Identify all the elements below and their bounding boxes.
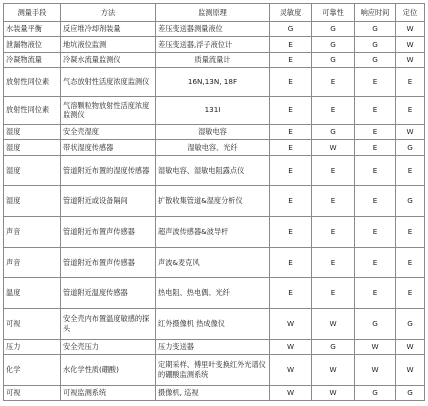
cell-principle: 湿敏电容 [156, 125, 270, 140]
cell-location: W [396, 22, 425, 37]
cell-reliability: G [312, 52, 355, 67]
cell-sensitivity: W [270, 339, 312, 354]
cell-principle: 131I [156, 96, 270, 125]
table-header [4, 4, 425, 22]
cell-response-time: E [355, 140, 396, 155]
cell-principle: 热电阻、热电偶、光纤 [156, 278, 270, 309]
cell-reliability: E [312, 155, 355, 186]
table-row [4, 385, 425, 400]
table-body [4, 22, 425, 401]
cell-reliability: G [312, 125, 355, 140]
cell-principle: 声波&麦克风 [156, 247, 270, 278]
cell-location: E [396, 67, 425, 96]
header-response-time: 响应时间 [355, 4, 396, 22]
table-row [4, 22, 425, 37]
cell-measurement: 放射性同位素 [4, 96, 61, 125]
cell-reliability: W [312, 140, 355, 155]
cell-location: E [396, 247, 425, 278]
table-row [4, 339, 425, 354]
cell-measurement: 温度 [4, 278, 61, 309]
cell-principle: 扩散收集管道&湿度分析仪 [156, 186, 270, 217]
cell-location: W [396, 37, 425, 52]
cell-location: G [396, 385, 425, 400]
cell-method: 带状湿度传感器 [61, 140, 156, 155]
cell-response-time: W [355, 339, 396, 354]
cell-response-time: G [355, 37, 396, 52]
cell-principle: 差压变送器,浮子液位计 [156, 37, 270, 52]
cell-location: G [396, 186, 425, 217]
cell-measurement: 湿度 [4, 140, 61, 155]
cell-principle: 湿敏电容、光纤 [156, 140, 270, 155]
cell-location: G [396, 140, 425, 155]
cell-sensitivity: E [270, 67, 312, 96]
cell-measurement: 水装量平衡 [4, 22, 61, 37]
cell-measurement: 泄漏物液位 [4, 37, 61, 52]
cell-response-time: G [355, 22, 396, 37]
cell-sensitivity: E [270, 278, 312, 309]
table-row [4, 247, 425, 278]
cell-principle: 红外摄像机 热成像仪 [156, 308, 270, 339]
cell-location: W [396, 52, 425, 67]
cell-method: 安全壳压力 [61, 339, 156, 354]
cell-method: 管道附近或设备隔间 [61, 186, 156, 217]
header-reliability: 可靠性 [312, 4, 355, 22]
cell-method: 水化学性质(硼酸) [61, 354, 156, 385]
cell-response-time: G [355, 52, 396, 67]
header-principle: 监测原理 [156, 4, 270, 22]
cell-response-time: E [355, 67, 396, 96]
cell-response-time: E [355, 278, 396, 309]
cell-location: W [396, 339, 425, 354]
cell-response-time: E [355, 155, 396, 186]
table-row [4, 67, 425, 96]
cell-principle: 压力变送器 [156, 339, 270, 354]
cell-measurement: 可视 [4, 385, 61, 400]
cell-sensitivity: E [270, 217, 312, 248]
cell-measurement: 声音 [4, 217, 61, 248]
cell-sensitivity: W [270, 308, 312, 339]
cell-measurement: 放射性同位素 [4, 67, 61, 96]
cell-reliability: W [312, 308, 355, 339]
cell-measurement: 声音 [4, 247, 61, 278]
header-location: 定位 [396, 4, 425, 22]
cell-method: 气溶颗粒物放射性活度浓度监测仪 [61, 96, 156, 125]
cell-method: 管道附近布置声传感器 [61, 247, 156, 278]
cell-location: W [396, 354, 425, 385]
cell-reliability: E [312, 186, 355, 217]
cell-reliability: W [312, 354, 355, 385]
cell-principle: 湿敏电容、湿敏电阻露点仪 [156, 155, 270, 186]
cell-location: W [396, 125, 425, 140]
cell-method: 管道附近布置的湿度传感器 [61, 155, 156, 186]
cell-location: G [396, 308, 425, 339]
cell-response-time: G [355, 385, 396, 400]
cell-reliability: E [312, 278, 355, 309]
header-sensitivity: 灵敏度 [270, 4, 312, 22]
cell-method: 管道附近布置声传感器 [61, 217, 156, 248]
cell-measurement: 化学 [4, 354, 61, 385]
cell-reliability: G [312, 37, 355, 52]
cell-reliability: E [312, 67, 355, 96]
cell-measurement: 压力 [4, 339, 61, 354]
cell-sensitivity: E [270, 186, 312, 217]
cell-measurement: 可视 [4, 308, 61, 339]
cell-location: E [396, 96, 425, 125]
cell-sensitivity: E [270, 37, 312, 52]
cell-location: E [396, 278, 425, 309]
cell-method: 管道附近温度传感器 [61, 278, 156, 309]
cell-principle: 超声波传感器&波导杆 [156, 217, 270, 248]
cell-reliability: G [312, 339, 355, 354]
cell-sensitivity: W [270, 385, 312, 400]
cell-response-time: W [355, 354, 396, 385]
cell-principle: 摄像机, 巡视 [156, 385, 270, 400]
cell-reliability: W [312, 385, 355, 400]
cell-location: E [396, 217, 425, 248]
cell-sensitivity: E [270, 140, 312, 155]
header-method: 方法 [61, 4, 156, 22]
cell-response-time: G [355, 308, 396, 339]
cell-reliability: E [312, 247, 355, 278]
cell-principle: 定期采样、傅里叶变换红外光谱仪的硼酸监测系统 [156, 354, 270, 385]
header-measurement: 测量手段 [4, 4, 61, 22]
cell-principle: 差压变送器测量液位 [156, 22, 270, 37]
table-row [4, 354, 425, 385]
cell-method: 地坑液位监测 [61, 37, 156, 52]
table-row [4, 140, 425, 155]
table-row [4, 37, 425, 52]
table-row [4, 52, 425, 67]
table-row [4, 217, 425, 248]
cell-sensitivity: E [270, 125, 312, 140]
leak-detection-methods-table [3, 3, 425, 401]
cell-reliability: E [312, 96, 355, 125]
cell-reliability: E [312, 217, 355, 248]
cell-method: 可视监测系统 [61, 385, 156, 400]
cell-measurement: 湿度 [4, 186, 61, 217]
cell-sensitivity: E [270, 96, 312, 125]
cell-principle: 16N,13N, 18F [156, 67, 270, 96]
table-row [4, 155, 425, 186]
cell-principle: 质量流量计 [156, 52, 270, 67]
table-row [4, 278, 425, 309]
cell-method: 反应堆冷却剂装量 [61, 22, 156, 37]
table-row [4, 308, 425, 339]
cell-sensitivity: G [270, 22, 312, 37]
cell-measurement: 湿度 [4, 125, 61, 140]
cell-sensitivity: W [270, 354, 312, 385]
cell-response-time: E [355, 217, 396, 248]
cell-response-time: E [355, 186, 396, 217]
cell-reliability: G [312, 22, 355, 37]
cell-method: 安全壳内布置温度敏感的探头 [61, 308, 156, 339]
cell-sensitivity: E [270, 155, 312, 186]
cell-sensitivity: E [270, 247, 312, 278]
table-row [4, 186, 425, 217]
cell-response-time: E [355, 247, 396, 278]
cell-method: 气态放射性活度浓度监测仪 [61, 67, 156, 96]
cell-method: 冷凝水流量监测仪 [61, 52, 156, 67]
cell-response-time: E [355, 96, 396, 125]
cell-sensitivity: E [270, 52, 312, 67]
cell-measurement: 冷凝物流量 [4, 52, 61, 67]
cell-location: E [396, 155, 425, 186]
cell-measurement: 湿度 [4, 155, 61, 186]
cell-response-time: E [355, 125, 396, 140]
header-row [4, 4, 425, 22]
cell-method: 安全壳湿度 [61, 125, 156, 140]
table-row [4, 96, 425, 125]
table-row [4, 125, 425, 140]
